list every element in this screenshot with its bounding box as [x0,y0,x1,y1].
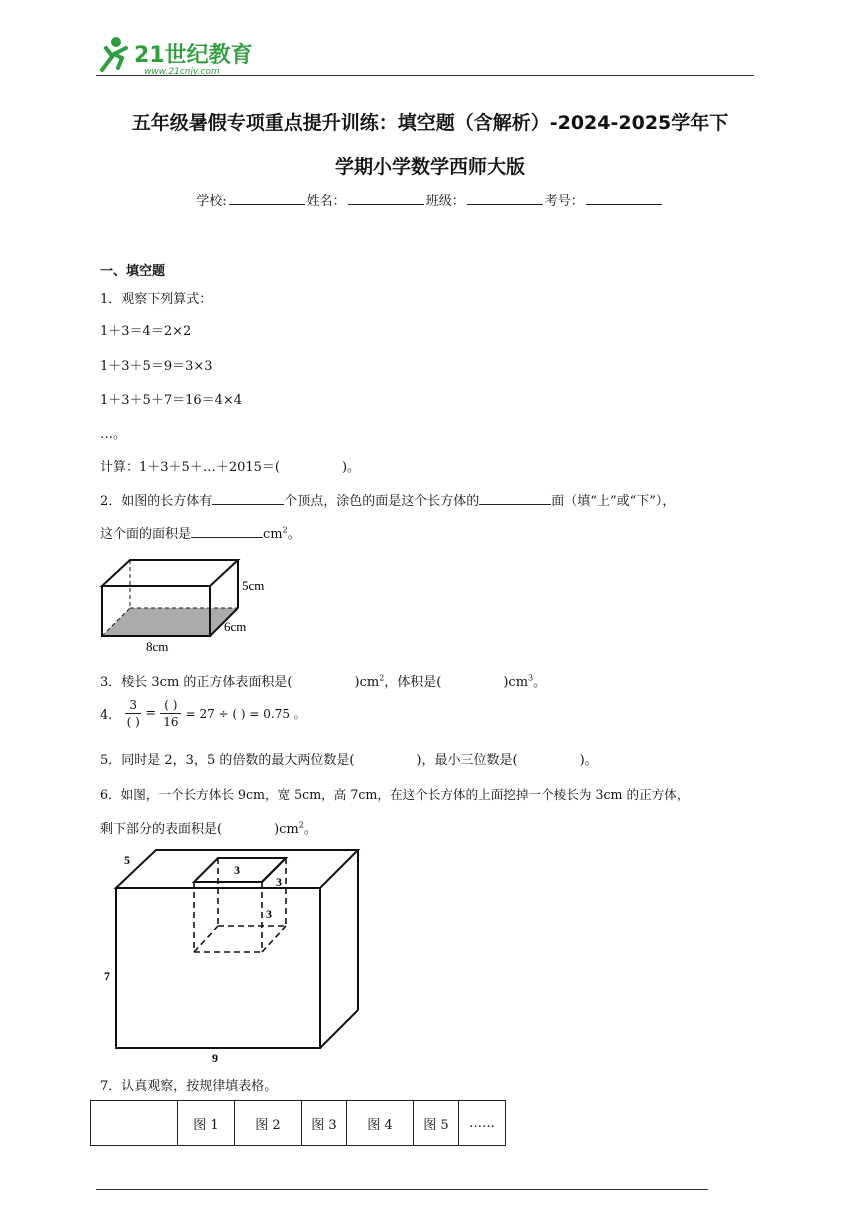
table-cell: 图 1 [178,1101,235,1146]
q2-cuboid-figure [98,556,288,654]
q4-stem: 4． $\frac{3}{( )}$ = $\frac{( )}{16}$ = 27 ÷ ( ) = 0.75 。 [100,698,306,729]
q6-label-height: 7 [104,969,110,983]
site-logo [92,34,262,78]
q3-stem: 3．棱长 3cm 的正方体表面积是( )$cm^2$，体积是( )$cm^3$。 [100,673,547,690]
q2-stem-2: 这个面的面积是 $cm^2$。 [100,525,301,542]
q6-label-length: 9 [212,1051,218,1062]
exam-no-label: 考号： [544,194,584,209]
q5-stem: 5．同时是 2，3，5 的倍数的最大两位数是( )，最小三位数是( )。 [100,753,598,768]
class-blank[interactable] [467,192,543,205]
table-cell[interactable] [91,1101,178,1146]
q1-line3: 1＋3＋5＋7＝16＝4×4 [100,393,243,408]
q2-blank-vertices[interactable] [212,492,284,505]
q2-blank-face[interactable] [479,492,551,505]
q1-line4: …。 [100,427,127,442]
q2-label-length: 8cm [146,639,169,654]
q1-calc: 计算：1＋3＋5＋…＋2015＝( )。 [100,460,361,475]
q6-label-width: 5 [124,853,130,867]
q1-line1: 1＋3＝4＝2×2 [100,324,192,339]
page-title-line1: 五年级暑假专项重点提升训练：填空题（含解析）-2024-2025学年下 [131,112,729,134]
student-info-row [0,190,860,209]
name-label: 姓名： [306,194,346,209]
section-title: 一、填空题 [100,264,166,279]
school-blank[interactable] [229,192,305,205]
q1-stem: 1．观察下列算式： [100,292,213,307]
q2-label-width: 6cm [224,619,247,634]
table-cell: 图 5 [414,1101,459,1146]
q2-blank-area[interactable] [191,525,263,538]
q6-cube-label-depth: 3 [266,907,272,921]
q1-line2: 1＋3＋5＝9＝3×3 [100,359,213,374]
q6-cube-label-side: 3 [276,875,282,889]
table-cell: 图 2 [235,1101,302,1146]
header-rule [96,75,754,76]
q7-stem: 7．认真观察，按规律填表格。 [100,1079,278,1094]
q6-stem-2: 剩下部分的表面积是( )$cm^2$。 [100,820,317,837]
footer-rule [96,1189,708,1190]
table-cell: …… [459,1101,506,1146]
table-row [91,1101,506,1146]
q4-fraction-2: $\frac{( )}{16}$ [160,697,181,730]
name-blank[interactable] [348,192,424,205]
q6-cuboid-figure [100,846,370,1062]
q4-fraction-1: $\frac{3}{( )}$ [126,698,140,729]
page-title-line2: 学期小学数学西师大版 [334,156,525,178]
table-cell: 图 3 [302,1101,347,1146]
q6-cube-label-top: 3 [234,863,240,877]
exam-no-blank[interactable] [586,192,662,205]
school-label: 学校: [196,194,227,209]
q7-table [90,1100,506,1146]
svg-text:www.21cnjy.com: www.21cnjy.com [144,67,220,77]
q2-stem: 2．如图的长方体有 个顶点，涂色的面是这个长方体的 面（填“上”或“下”）， [100,494,676,509]
svg-text:21世纪教育: 21世纪教育 [134,43,253,68]
q6-stem: 6．如图，一个长方体长 9cm，宽 5cm，高 7cm，在这个长方体的上面挖掉一个棱长为 3cm 的正方体， [100,787,690,802]
q2-label-height: 5cm [242,578,265,593]
class-label: 班级： [425,194,465,209]
table-cell: 图 4 [347,1101,414,1146]
